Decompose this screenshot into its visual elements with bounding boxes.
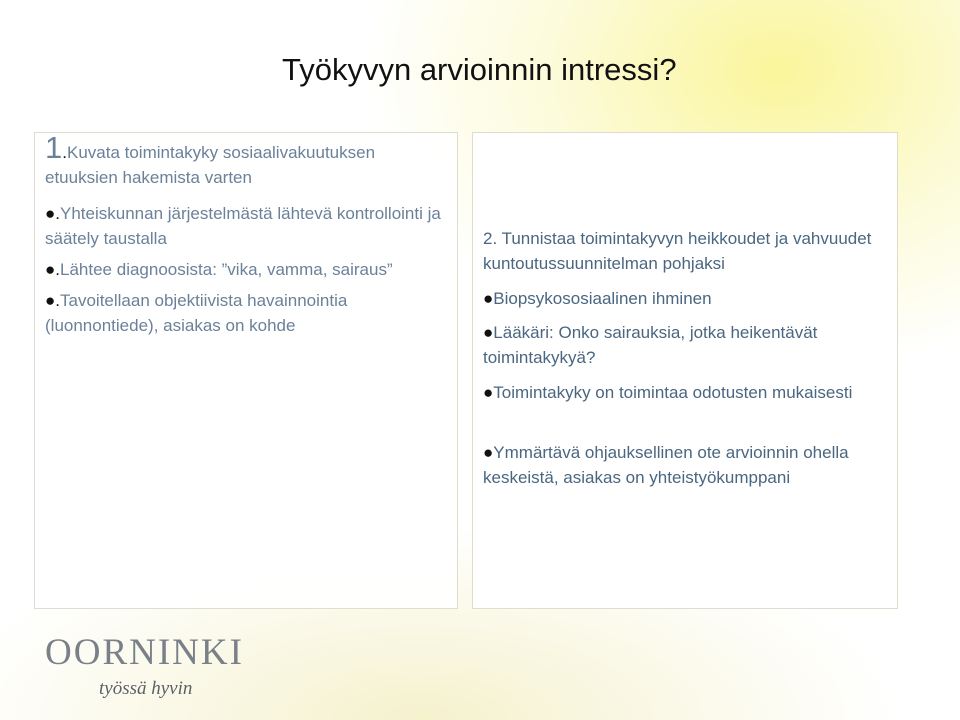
left-list-item: ●.Lähtee diagnoosista: ”vika, vamma, sairaus” [45, 260, 393, 279]
logo [45, 634, 244, 700]
right-heading: 2. Tunnistaa toimintakyvyn heikkoudet ja vahvuudet kuntoutussuunnitelman pohjaksi [483, 229, 872, 273]
bullet-icon: ● [483, 383, 494, 402]
left-heading-text: Kuvata toimintakyky sosiaalivakuutuksen etuuksien hakemista varten [45, 143, 376, 187]
right-list-item: ●Ymmärtävä ohjauksellinen ote arvioinnin ohella keskeistä, asiakas on yhteistyökumppani [483, 443, 849, 487]
bullet-icon: ● [45, 204, 56, 223]
slide-title: Työkyvyn arvioinnin intressi? [282, 52, 677, 87]
left-list-item: ●.Yhteiskunnan järjestelmästä lähtevä kontrollointi ja säätely taustalla [45, 204, 441, 248]
left-list-item: ●.Tavoitellaan objektiivista havainnointia (luonnontiede), asiakas on kohde [45, 291, 348, 335]
right-list-item: ●Lääkäri: Onko sairauksia, jotka heikentävät toimintakykyä? [483, 323, 818, 367]
left-number: 1 [45, 130, 63, 165]
bullet-icon: ● [45, 260, 56, 279]
right-list-item: ●Toimintakyky on toimintaa odotusten mukaisesti [483, 383, 853, 402]
bullet-icon: ● [45, 291, 56, 310]
left-heading: 1.Kuvata toimintakyky sosiaalivakuutuksen etuuksien hakemista varten [45, 130, 376, 187]
logo-name: OORNINKI [45, 632, 244, 673]
bullet-icon: ● [483, 289, 494, 308]
bullet-icon: ● [483, 323, 494, 342]
left-panel [34, 132, 458, 609]
right-list-item: ●Biopsykososiaalinen ihminen [483, 289, 712, 308]
bullet-icon: ● [483, 443, 494, 462]
right-panel [472, 132, 898, 609]
logo-tagline: työssä hyvin [99, 678, 193, 699]
